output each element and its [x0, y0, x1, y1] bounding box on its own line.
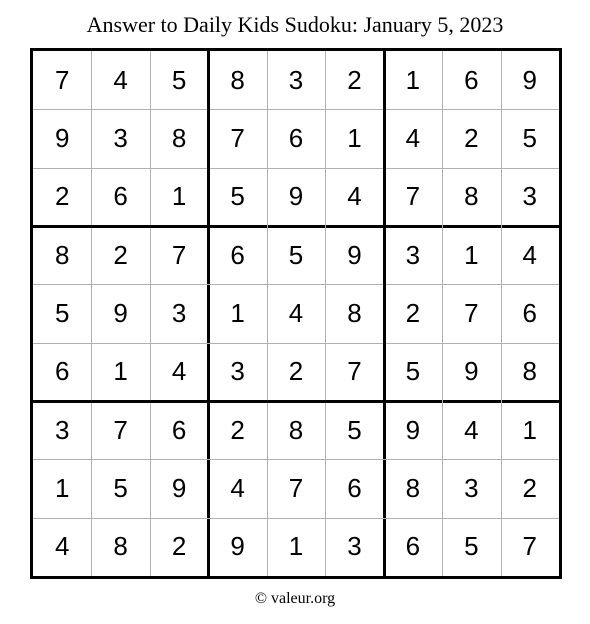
sudoku-cell: 5 — [347, 414, 362, 445]
sudoku-cell: 9 — [464, 356, 479, 387]
sudoku-cell: 1 — [522, 414, 537, 445]
sudoku-cell: 1 — [347, 122, 362, 153]
sudoku-cell: 2 — [347, 64, 362, 95]
sudoku-cell: 4 — [113, 64, 128, 95]
sudoku-cell: 5 — [113, 472, 128, 503]
sudoku-cell: 4 — [522, 239, 537, 270]
sudoku-cell: 7 — [171, 239, 187, 270]
sudoku-cell: 8 — [347, 297, 362, 328]
sudoku-cell: 1 — [288, 531, 304, 562]
sudoku-cell: 6 — [522, 297, 537, 328]
sudoku-cell: 4 — [54, 531, 70, 562]
sudoku-cell: 3 — [405, 239, 421, 270]
sudoku-cell: 6 — [405, 531, 421, 562]
sudoku-cell: 4 — [171, 356, 187, 387]
sudoku-cell: 9 — [522, 64, 537, 95]
sudoku-cell: 1 — [230, 297, 245, 328]
sudoku-cell: 5 — [171, 64, 187, 95]
sudoku-cell: 8 — [54, 239, 70, 270]
sudoku-cell: 3 — [288, 64, 304, 95]
sudoku-cell: 2 — [522, 472, 537, 503]
sudoku-cell: 2 — [113, 239, 128, 270]
sudoku-cell: 1 — [464, 239, 479, 270]
sudoku-cell: 7 — [522, 531, 537, 562]
sudoku-cell: 3 — [230, 356, 245, 387]
sudoku-cell: 6 — [347, 472, 362, 503]
sudoku-cell: 8 — [171, 122, 187, 153]
sudoku-cell: 8 — [522, 356, 537, 387]
sudoku-cell: 4 — [230, 472, 245, 503]
sudoku-cell: 4 — [288, 297, 304, 328]
sudoku-cell: 9 — [347, 239, 362, 270]
sudoku-cell: 5 — [522, 122, 537, 153]
sudoku-cell: 4 — [405, 122, 421, 153]
sudoku-cell: 8 — [288, 414, 304, 445]
sudoku-cell: 2 — [464, 122, 479, 153]
sudoku-cell: 3 — [171, 297, 187, 328]
sudoku-cell: 9 — [54, 122, 70, 153]
sudoku-cell: 7 — [230, 122, 245, 153]
sudoku-cell: 6 — [113, 181, 128, 212]
sudoku-cell: 2 — [54, 181, 70, 212]
sudoku-cell: 6 — [54, 356, 70, 387]
sudoku-cell: 5 — [54, 297, 70, 328]
sudoku-cell: 6 — [464, 64, 479, 95]
sudoku-cell: 7 — [405, 181, 421, 212]
sudoku-cell: 3 — [113, 122, 128, 153]
copyright-footer: © valeur.org — [254, 590, 336, 607]
sudoku-cell: 5 — [230, 181, 245, 212]
sudoku-cell: 4 — [464, 414, 479, 445]
sudoku-cell: 5 — [288, 239, 304, 270]
sudoku-cell: 7 — [113, 414, 128, 445]
sudoku-cell: 9 — [171, 472, 187, 503]
sudoku-cell: 3 — [522, 181, 537, 212]
sudoku-cell: 7 — [54, 64, 70, 95]
sudoku-cell: 6 — [288, 122, 304, 153]
page-title: Answer to Daily Kids Sudoku: January 5, 2023 — [86, 12, 504, 37]
sudoku-cell: 7 — [347, 356, 362, 387]
sudoku-cell: 4 — [347, 181, 362, 212]
sudoku-cell: 3 — [54, 414, 70, 445]
sudoku-cell: 2 — [171, 531, 187, 562]
sudoku-cell: 9 — [405, 414, 421, 445]
sudoku-cell: 5 — [405, 356, 421, 387]
sudoku-cell: 8 — [464, 181, 479, 212]
sudoku-cell: 9 — [230, 531, 245, 562]
sudoku-cell: 6 — [230, 239, 245, 270]
sudoku-cell: 3 — [464, 472, 479, 503]
sudoku-cell: 1 — [54, 472, 70, 503]
sudoku-cell: 7 — [464, 297, 479, 328]
sudoku-cell: 7 — [288, 472, 304, 503]
sudoku-cell: 1 — [405, 64, 421, 95]
sudoku-board — [30, 48, 562, 579]
sudoku-cell: 5 — [464, 531, 479, 562]
sudoku-cell: 2 — [230, 414, 245, 445]
sudoku-cell: 2 — [405, 297, 421, 328]
sudoku-cell: 3 — [347, 531, 362, 562]
sudoku-cell: 9 — [113, 297, 128, 328]
sudoku-cell: 6 — [171, 414, 187, 445]
sudoku-cell: 8 — [405, 472, 421, 503]
sudoku-cell: 8 — [230, 64, 245, 95]
sudoku-cell: 1 — [113, 356, 128, 387]
sudoku-cell: 9 — [288, 181, 304, 212]
sudoku-cell: 8 — [113, 531, 128, 562]
sudoku-cell: 2 — [288, 356, 304, 387]
sudoku-cell: 1 — [171, 181, 187, 212]
